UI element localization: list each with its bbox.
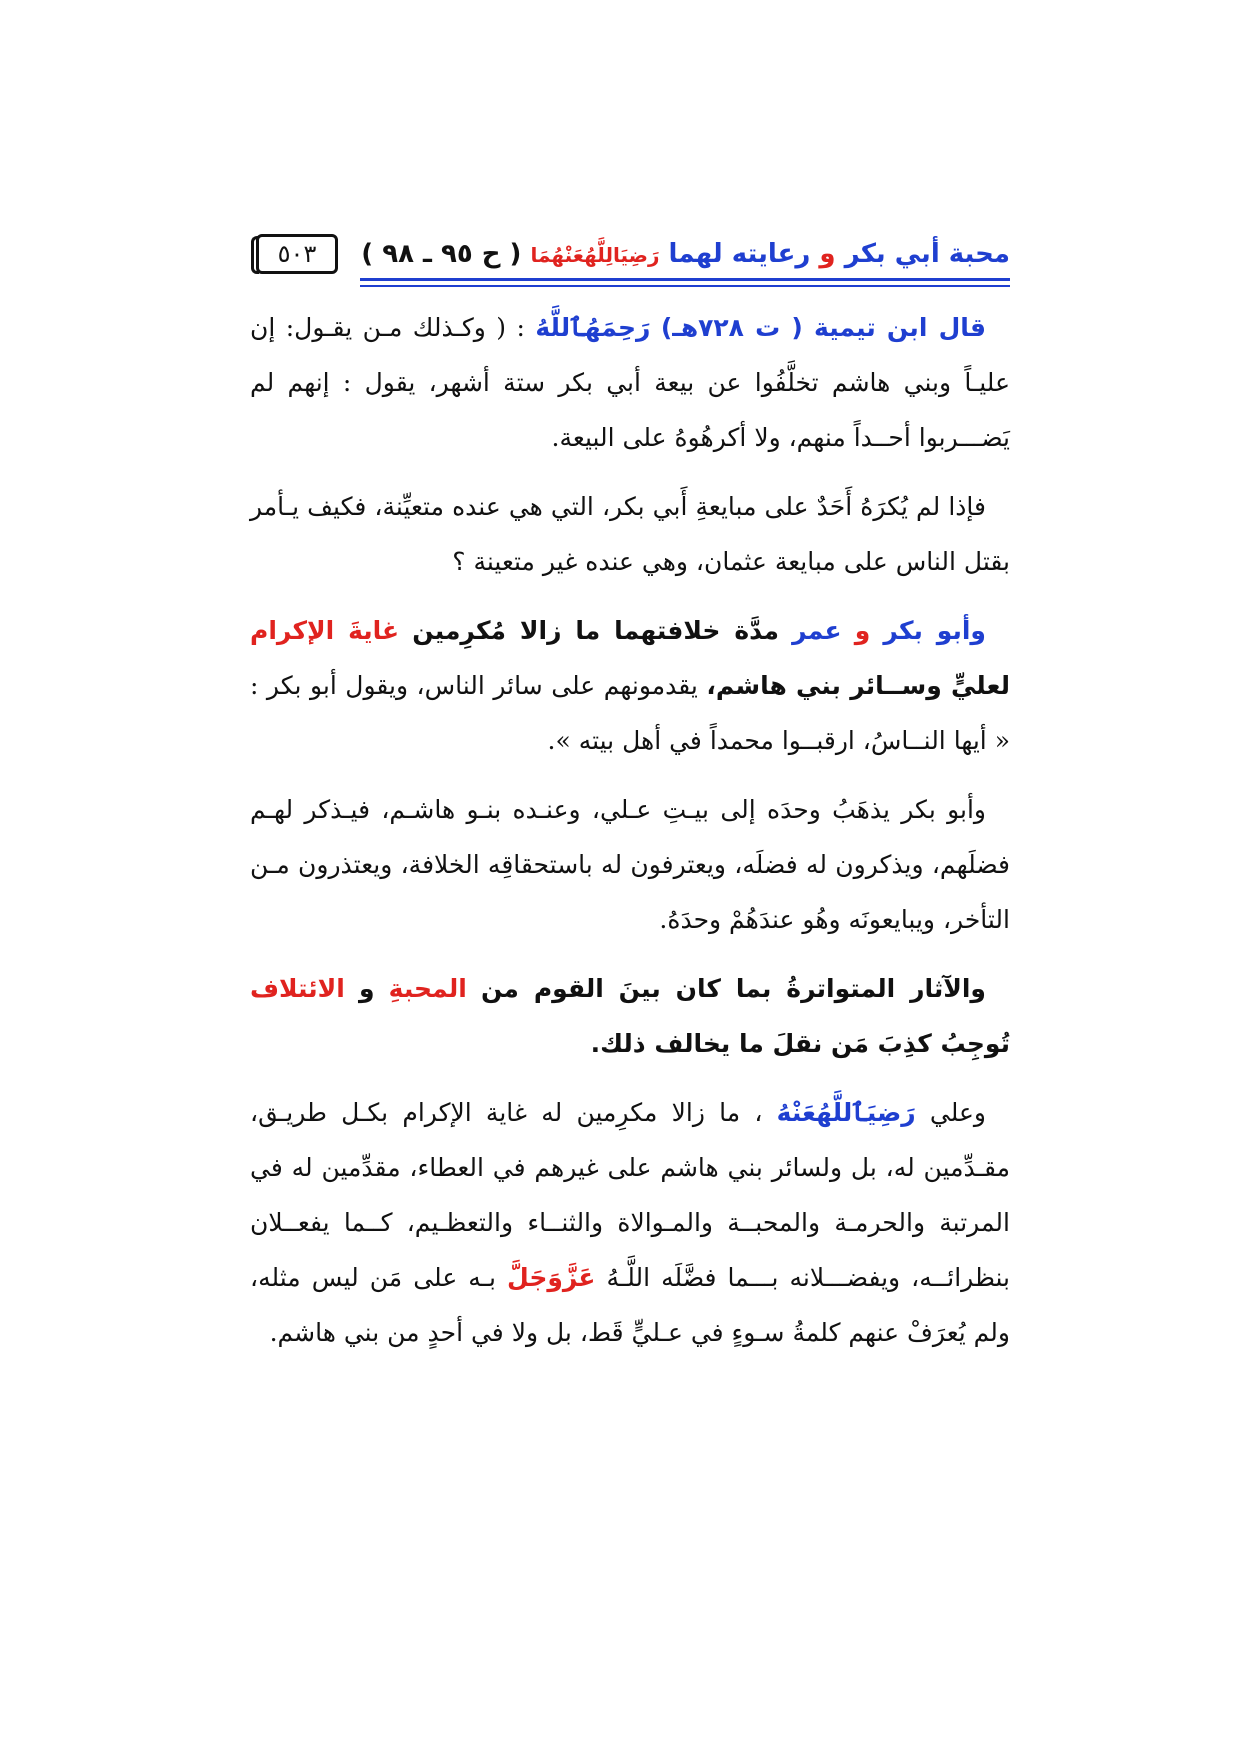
header-rule-top — [360, 278, 1010, 281]
p1-speaker: قال ابن تيمية ( ت ٧٢٨هـ) — [660, 313, 987, 342]
header-rule-bottom — [360, 285, 1010, 287]
paragraph-3 — [250, 603, 1010, 768]
header-honorific: رَضِيَالِلَّهُعَنْهُمَا — [530, 243, 660, 267]
p2-text: فإذا لم يُكرَهُ أَحَدٌ على مبايعةِ أَبي بكر، التي هي عنده متعيِّنة، فكيف يـأمر بقتل الناس على مبايعة عثمان، وهي عنده غير متعينة ؟ — [250, 492, 1010, 576]
p5-s2: المحبةِ — [388, 974, 467, 1003]
p3-s5: غايةَ الإكرام — [250, 616, 400, 645]
page-body — [250, 300, 1010, 1374]
p3-s4: مدَّة خلافتهما ما زالا مُكرِمين — [412, 616, 779, 645]
p6-s2: ، ما زالا مكرِمين له غاية الإكرام بكـل طريـق، مقـدِّمين له، بل ولسائر بني هاشم على غيرهم في العطاء، مقدِّمين له في المرتبة والحرمـة والمحبــة والمـوالاة والثنــاء والتعظـيم، كــما يفعــلان بنظرائــه، ويفضـــلانه بـــما فضَّلَه اللَّـهُ — [250, 1098, 1010, 1292]
header-title-part2: و — [819, 239, 836, 269]
paragraph-1 — [250, 300, 1010, 465]
p1-text: : ( وكـذلك مـن يقـول: إن عليـاً وبني هاشم تخلَّفُوا عن بيعة أبي بكر ستة أشهر، يقول : إنهم لم يَضـــربوا أحــداً منهم، ولا أكرهُوهُ على البيعة. — [250, 313, 1010, 452]
p6-s1: وعلي — [929, 1098, 986, 1127]
p5-s5: تُوجِبُ كذِبَ مَن نقلَ ما يخالف ذلك. — [590, 1029, 1010, 1058]
p5-s4: الائتلاف — [250, 974, 345, 1003]
page-header — [250, 232, 1010, 292]
header-ref: ( ح ٩٥ ـ ٩٨ ) — [361, 239, 522, 269]
p6-s3: بـه على مَن ليس مثله، ولم يُعرَفْ عنهم كلمةُ سـوءٍ في عـليٍّ قَط، بل ولا في أحدٍ من بني هاشم. — [250, 1263, 1010, 1347]
header-title — [361, 232, 1010, 276]
paragraph-5 — [250, 961, 1010, 1071]
header-title-part1: محبة أبي بكر — [844, 239, 1010, 269]
header-title-part3: رعايته لهما — [668, 239, 811, 269]
p6-honorific: رَضِيَٱللَّهُعَنْهُ — [776, 1098, 916, 1127]
p5-s1: والآثار المتواترةُ بما كان بينَ القوم من — [480, 974, 986, 1003]
p3-s2: و — [854, 616, 871, 645]
p3-s7: يقدمونهم على سائر الناس، ويقول أبو بكر : « أيها النــاسُ، ارقبــوا محمداً في أهل بيته ». — [250, 671, 1010, 755]
p4-text: وأبو بكر يذهَبُ وحدَه إلى بيـتِ عـلي، وعنـده بنـو هاشـم، فيـذكر لهـم فضلَهم، ويذكرون له فضلَه، ويعترفون له باستحقاقِه الخلافة، ويعتذرون مـن التأخر، ويبايعونَه وهُو عندَهُمْ وحدَهُ. — [250, 795, 1010, 934]
p3-s6: لعليٍّ وســائر بني هاشم، — [706, 671, 1010, 700]
p1-honorific: رَحِمَهُٱللَّهُ — [535, 313, 651, 342]
paragraph-2 — [250, 479, 1010, 589]
page-number: ٥٠٣ — [277, 240, 317, 268]
paragraph-6 — [250, 1085, 1010, 1360]
page-number-badge — [256, 234, 338, 274]
paragraph-4 — [250, 782, 1010, 947]
p3-s1: وأبو بكر — [883, 616, 986, 645]
p6-honorific2: عَزَّوَجَلَّ — [507, 1263, 596, 1292]
p3-s3: عمر — [792, 616, 842, 645]
p5-s3: و — [358, 974, 375, 1003]
